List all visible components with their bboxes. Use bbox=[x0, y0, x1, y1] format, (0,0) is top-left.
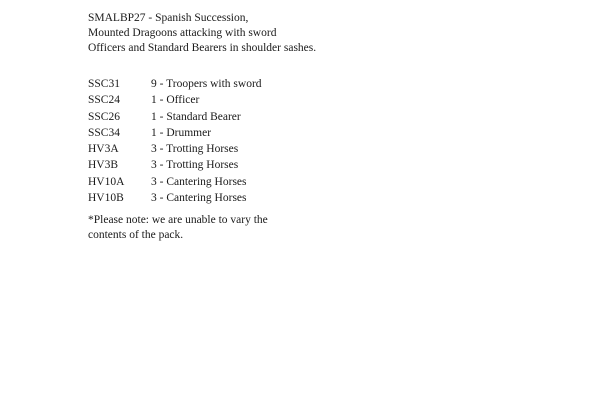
list-item bbox=[88, 158, 262, 174]
item-code: SSC31 bbox=[88, 78, 120, 90]
list-item bbox=[88, 175, 262, 191]
item-description: 1 - Officer bbox=[151, 94, 200, 107]
list-item bbox=[88, 142, 262, 158]
note-line: contents of the pack. bbox=[88, 229, 184, 241]
item-description: 3 - Trotting Horses bbox=[151, 159, 239, 172]
item-description: 3 - Trotting Horses bbox=[151, 143, 239, 156]
pack-contents-list bbox=[88, 77, 262, 207]
item-code: SSC26 bbox=[88, 110, 120, 123]
pack-header bbox=[88, 11, 316, 56]
list-item bbox=[88, 126, 262, 142]
pack-note bbox=[88, 213, 268, 243]
item-description: 1 - Standard Bearer bbox=[151, 110, 241, 123]
item-code: HV10A bbox=[88, 175, 125, 188]
item-code: HV3B bbox=[88, 159, 119, 172]
list-item bbox=[88, 191, 262, 207]
item-code: SSC34 bbox=[88, 126, 120, 139]
item-description: 3 - Cantering Horses bbox=[151, 175, 247, 188]
list-item bbox=[88, 110, 262, 126]
pack-description: Officers and Standard Bearers in shoulder sashes. bbox=[88, 42, 317, 54]
item-description: 3 - Cantering Horses bbox=[151, 192, 247, 205]
item-code: HV3A bbox=[88, 143, 119, 156]
item-code: SSC24 bbox=[88, 94, 120, 107]
pack-subtitle: Mounted Dragoons attacking with sword bbox=[88, 27, 277, 39]
item-description: 9 - Troopers with sword bbox=[151, 78, 262, 90]
list-item bbox=[88, 93, 262, 109]
item-code: HV10B bbox=[88, 192, 124, 205]
item-description: 1 - Drummer bbox=[151, 126, 212, 139]
note-line: *Please note: we are unable to vary the bbox=[88, 214, 268, 226]
list-item bbox=[88, 77, 262, 93]
pack-title: SMALBP27 - Spanish Succession, bbox=[88, 12, 249, 24]
